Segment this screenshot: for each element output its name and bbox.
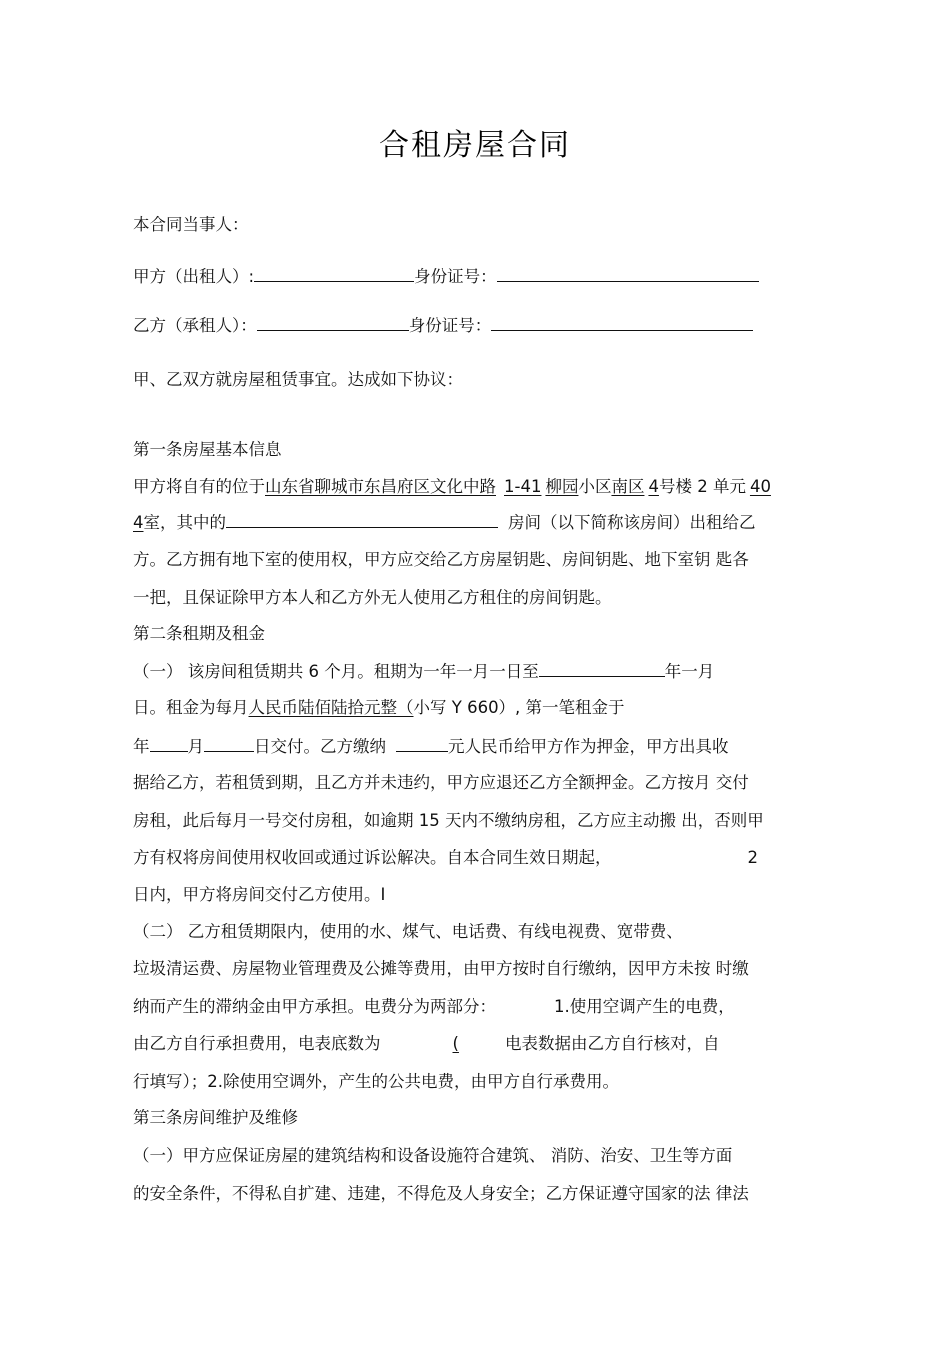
article2-text: 电表数据由乙方自行核对，自 (504, 1034, 720, 1053)
pay-month-blank (204, 735, 254, 752)
article1-text: 房间（以下简称该房间）出租给乙 (508, 513, 756, 532)
article2-text: 年 (133, 737, 150, 756)
party-b-id-label: 身份证号： (408, 316, 492, 335)
deposit-blank (396, 735, 448, 752)
party-b-label: 乙方（承租人）： (133, 316, 257, 335)
article2-line3 (133, 735, 729, 758)
address-community: 柳园 (545, 477, 579, 496)
article2-text: 元人民币给甲方作为押金，甲方出具收 (448, 737, 729, 756)
article2-heading: 第二条租期及租金 (133, 624, 265, 643)
article2-line2 (133, 697, 625, 719)
address-room-part1: 40 (749, 477, 771, 496)
article2-line1 (133, 660, 714, 683)
article2-text: 月 (187, 737, 204, 756)
article2-line5: 房租，此后每月一号交付房租，如逾期 15 天内不缴纳房租，乙方应主动搬 出，否则甲 (133, 811, 764, 830)
article2-p2-line2: 垃圾清运费、房屋物业管理费及公摊等费用，由甲方按时自行缴纳，因甲方未按 时缴 (133, 959, 749, 978)
article1-text: 室，其中的 (143, 513, 226, 532)
article2-text: 日交付。乙方缴纳 (254, 737, 386, 756)
article1-line2 (133, 511, 756, 534)
party-a-name-blank (254, 265, 414, 282)
article3-heading: 第三条房间维护及维修 (133, 1108, 298, 1127)
agreement-intro: 甲、乙双方就房屋租赁事宜。达成如下协议： (133, 370, 463, 389)
party-a-id-label: 身份证号： (414, 267, 497, 286)
article2-p2-line4 (133, 1033, 719, 1055)
article3-line2: 的安全条件，不得私自扩建、违建，不得危及人身安全；乙方保证遵守国家的法 律法 (133, 1184, 749, 1203)
party-b-name-blank (257, 314, 409, 331)
party-b-line (133, 314, 753, 337)
article2-text: （一） 该房间租赁期共 6 个月。租期为一年一月一日至 (133, 662, 539, 681)
article1-heading: 第一条房屋基本信息 (133, 440, 282, 459)
article2-text: 由乙方自行承担费用，电表底数为 (133, 1034, 381, 1053)
party-a-id-blank (497, 265, 759, 282)
party-a-label: 甲方（出租人）: (133, 267, 255, 286)
article2-p2-line5: 行填写）；2.除使用空调外，产生的公共电费，由甲方自行承费用。 (133, 1072, 619, 1091)
article2-text: 日。租金为每月 (133, 698, 249, 717)
address-room-part2: 4 (133, 513, 144, 532)
article2-text: 小写 Y 660）, 第一笔租金于 (413, 698, 625, 717)
article1-text: 小区 (578, 477, 612, 496)
article2-p2-line3 (133, 996, 735, 1018)
article1-text: 甲方将自有的位于 (133, 477, 265, 496)
article1-line1 (133, 476, 771, 498)
address-area: 南区 (611, 477, 645, 496)
address-number: 1-41 (504, 477, 542, 496)
party-b-id-blank (491, 314, 753, 331)
article2-line6 (133, 847, 758, 869)
article2-text: 方有权将房间使用权收回或通过诉讼解决。自本合同生效日期起， (133, 848, 612, 867)
address-city: 山东省聊城市东昌府区文化中路 (265, 477, 496, 496)
end-year-blank (539, 660, 665, 677)
article1-line4: 一把，且保证除甲方本人和乙方外无人使用乙方租住的房间钥匙。 (133, 588, 612, 607)
article1-line3: 方。乙方拥有地下室的使用权，甲方应交给乙方房屋钥匙、房间钥匙、地下室钥 匙各 (133, 550, 749, 569)
article2-text: 1.使用空调产生的电费， (554, 997, 735, 1016)
room-blank (226, 511, 498, 528)
document-title: 合租房屋合同 (379, 128, 571, 163)
rent-amount: 人民币陆佰陆拾元整（ (248, 698, 414, 717)
article2-p2-line1: （二） 乙方租赁期限内，使用的水、煤气、电话费、有线电视费、宽带费、 (133, 922, 683, 941)
address-building: 4 (648, 477, 659, 496)
article2-text: 纳而产生的滞纳金由甲方承担。电费分为两部分： (133, 997, 496, 1016)
parties-intro: 本合同当事人： (133, 215, 249, 234)
article2-line7: 日内，甲方将房间交付乙方使用。I (133, 885, 386, 904)
pay-year-blank (150, 735, 188, 752)
party-a-line (133, 265, 759, 288)
article3-line1: （一）甲方应保证房屋的建筑结构和设备设施符合建筑、 消防、治安、卫生等方面 (133, 1146, 733, 1165)
handover-days: 2 (747, 848, 758, 867)
meter-reading-blank: ( (452, 1034, 459, 1053)
article2-line4: 据给乙方，若租赁到期，且乙方并未违约，甲方应退还乙方全额押金。乙方按月 交付 (133, 773, 749, 792)
article2-text: 年一月 (664, 662, 715, 681)
article1-text: 号楼 2 单元 (658, 477, 746, 496)
